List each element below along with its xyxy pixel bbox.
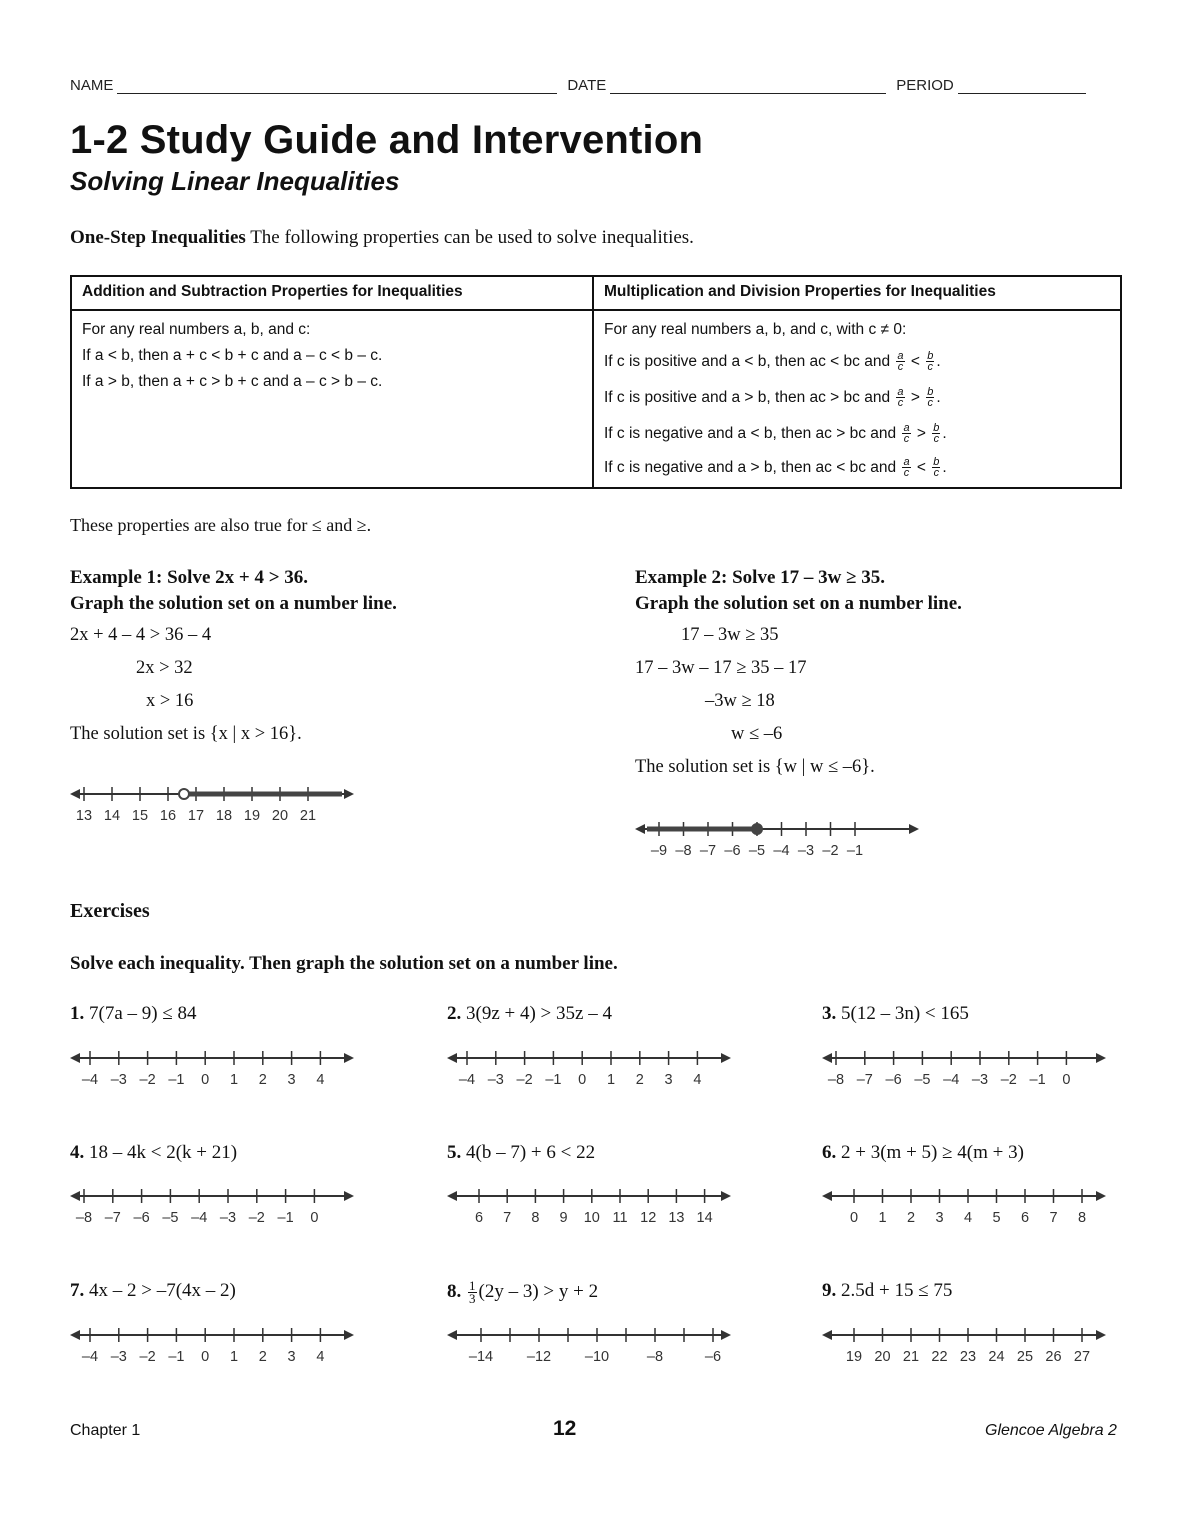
number-line-tick-label: 20	[271, 808, 289, 824]
open-endpoint	[179, 789, 189, 799]
number-line-tick-label: –5	[162, 1210, 179, 1226]
number-line-tick-label: –4	[81, 1072, 99, 1088]
period-field[interactable]	[958, 79, 1086, 94]
name-date-period-row	[70, 70, 1128, 94]
number-line-tick-label: 1	[229, 1072, 239, 1088]
number-line-tick-label: 16	[159, 808, 177, 824]
number-line-tick-label: –1	[1029, 1072, 1046, 1088]
right-arrow-icon	[721, 1053, 731, 1063]
number-line-tick-label: –6	[704, 1349, 722, 1365]
number-line-tick-label: –10	[584, 1349, 610, 1365]
problem-1: 1. 7(7a – 9) ≤ 84	[70, 1003, 197, 1024]
problem-6: 6. 2 + 3(m + 5) ≥ 4(m + 3)	[822, 1142, 1024, 1163]
left-arrow-icon	[447, 1330, 457, 1340]
number-line-tick-label: 4	[963, 1210, 973, 1226]
number-line-tick-label: 0	[1062, 1072, 1071, 1088]
number-line-tick-label: –7	[699, 843, 717, 859]
number-line-tick-label: 1	[606, 1072, 616, 1088]
exercises-title: Exercises	[70, 900, 150, 922]
number-line-tick-label: –2	[822, 843, 839, 859]
number-line-tick-label: –4	[81, 1349, 99, 1365]
number-line-tick-label: 9	[559, 1210, 568, 1226]
number-line-tick-label: –4	[191, 1210, 208, 1226]
number-line-tick-label: 19	[243, 808, 261, 824]
multiplication-line: If c is negative and a < b, then ac > bc and $\frac{a}{c}$ > $\frac{b}{c}$ .	[604, 422, 947, 446]
number-line-tick-label: 0	[310, 1210, 319, 1226]
number-line-tick-label: 14	[696, 1210, 713, 1226]
left-arrow-icon	[822, 1330, 832, 1340]
number-line-tick-label: 5	[992, 1210, 1001, 1226]
example-2-step: 17 – 3w – 17 ≥ 35 – 17	[635, 658, 807, 678]
properties-table	[70, 275, 1122, 489]
also-true-note: These properties are also true for ≤ and ≥.	[70, 515, 372, 535]
date-field[interactable]	[610, 79, 886, 94]
footer-chapter: Chapter 1	[70, 1422, 141, 1439]
number-line-tick-label: 2	[258, 1072, 267, 1088]
problem-7-number-line[interactable]	[70, 1316, 360, 1371]
right-arrow-icon	[344, 789, 354, 799]
number-line-tick-label: 4	[316, 1072, 325, 1088]
example-1-heading: Example 1: Solve 2x + 4 > 36.	[70, 567, 309, 588]
number-line-tick-label: –9	[650, 843, 668, 859]
example-1	[70, 565, 570, 745]
number-line-tick-label: 8	[531, 1210, 540, 1226]
number-line-tick-label: –4	[773, 843, 790, 859]
right-arrow-icon	[344, 1053, 354, 1063]
number-line-tick-label: –2	[139, 1349, 156, 1365]
number-line-tick-label: 23	[959, 1349, 977, 1365]
right-arrow-icon	[721, 1191, 731, 1201]
example-2-step: –3w ≥ 18	[705, 691, 775, 711]
right-arrow-icon	[1096, 1053, 1106, 1063]
name-label: NAME	[70, 77, 114, 94]
number-line-tick-label: 3	[287, 1349, 296, 1365]
table-header-multiplication: Multiplication and Division Properties for Inequalities	[593, 276, 1121, 310]
footer-book-title: Glencoe Algebra 2	[985, 1422, 1117, 1439]
problem-3: 3. 5(12 – 3n) < 165	[822, 1003, 969, 1024]
multiplication-line: If c is positive and a > b, then ac > bc and $\frac{a}{c}$ > $\frac{b}{c}$ .	[604, 386, 941, 410]
right-arrow-icon	[344, 1330, 354, 1340]
number-line-tick-label: 26	[1045, 1349, 1062, 1365]
right-arrow-icon	[721, 1330, 731, 1340]
example-2-heading: Example 2: Solve 17 – 3w ≥ 35.	[635, 567, 886, 588]
number-line-tick-label: –8	[646, 1349, 664, 1365]
left-arrow-icon	[447, 1053, 457, 1063]
number-line-tick-label: 2	[635, 1072, 644, 1088]
number-line-tick-label: –6	[133, 1210, 150, 1226]
left-arrow-icon	[635, 824, 645, 834]
page-subtitle: Solving Linear Inequalities	[70, 166, 400, 196]
problem-5: 5. 4(b – 7) + 6 < 22	[447, 1142, 596, 1163]
number-line-tick-label: 0	[201, 1349, 210, 1365]
number-line-tick-label: 3	[664, 1072, 673, 1088]
number-line-tick-label: –4	[943, 1072, 960, 1088]
number-line-tick-label: –7	[856, 1072, 873, 1088]
problem-9-number-line[interactable]	[822, 1316, 1112, 1371]
number-line-tick-label: 2	[258, 1349, 267, 1365]
intro-bold: One-Step Inequalities	[70, 227, 246, 248]
number-line-tick-label: 4	[316, 1349, 325, 1365]
number-line-tick-label: 13	[668, 1210, 685, 1226]
number-line-tick-label: 20	[874, 1349, 891, 1365]
number-line-tick-label: 4	[693, 1072, 702, 1088]
number-line-tick-label: 11	[612, 1210, 628, 1226]
number-line-tick-label: –8	[75, 1210, 93, 1226]
example-2-number-line	[635, 810, 925, 865]
number-line-tick-label: 19	[845, 1349, 863, 1365]
number-line-tick-label: –2	[248, 1210, 265, 1226]
number-line-tick-label: –2	[139, 1072, 156, 1088]
number-line-tick-label: –5	[914, 1072, 931, 1088]
example-2-step: 17 – 3w ≥ 35	[681, 625, 779, 645]
left-arrow-icon	[70, 789, 80, 799]
problem-3-number-line[interactable]	[822, 1039, 1112, 1094]
number-line-tick-label: –8	[675, 843, 692, 859]
multiplication-properties-cell	[593, 310, 1121, 488]
multiplication-line: If c is positive and a < b, then ac < bc and $\frac{a}{c}$ < $\frac{b}{c}$ .	[604, 350, 941, 374]
number-line-tick-label: –1	[277, 1210, 294, 1226]
number-line-tick-label: –12	[526, 1349, 552, 1365]
number-line-tick-label: 6	[1020, 1210, 1030, 1226]
page-title: 1-2 Study Guide and Intervention	[70, 118, 704, 162]
number-line-tick-label: –6	[885, 1072, 902, 1088]
number-line-tick-label: 8	[1077, 1210, 1087, 1226]
number-line-tick-label: –3	[797, 843, 815, 859]
addition-line: If a > b, then a + c > b + c and a – c > b – c.	[82, 373, 383, 390]
number-line-tick-label: –3	[219, 1210, 237, 1226]
left-arrow-icon	[70, 1191, 80, 1201]
number-line-tick-label: 0	[578, 1072, 587, 1088]
number-line-tick-label: 3	[935, 1210, 944, 1226]
right-arrow-icon	[909, 824, 919, 834]
number-line-tick-label: –6	[724, 843, 741, 859]
number-line-tick-label: 15	[131, 808, 149, 824]
number-line-tick-label: –3	[971, 1072, 989, 1088]
number-line-tick-label: –4	[458, 1072, 476, 1088]
number-line-tick-label: –5	[748, 843, 766, 859]
addition-line: For any real numbers a, b, and c:	[82, 321, 311, 338]
right-arrow-icon	[344, 1191, 354, 1201]
number-line-tick-label: –3	[110, 1072, 127, 1088]
number-line-tick-label: 6	[474, 1210, 484, 1226]
number-line-tick-label: –14	[468, 1349, 494, 1365]
problem-8-number-line[interactable]	[447, 1316, 737, 1371]
number-line-tick-label: –1	[168, 1072, 185, 1088]
problem-4: 4. 18 – 4k < 2(k + 21)	[70, 1142, 238, 1163]
number-line-tick-label: 1	[878, 1210, 887, 1226]
example-1-step: 2x > 32	[136, 658, 193, 678]
problem-7: 7. 4x – 2 > –7(4x – 2)	[70, 1280, 236, 1301]
number-line-tick-label: –1	[545, 1072, 562, 1088]
number-line-tick-label: 7	[1049, 1210, 1058, 1226]
example-1-step: 2x + 4 – 4 > 36 – 4	[70, 625, 212, 645]
table-header-addition: Addition and Subtraction Properties for Inequalities	[71, 276, 593, 310]
number-line-tick-label: 18	[215, 808, 233, 824]
number-line-tick-label: –2	[516, 1072, 533, 1088]
addition-line: If a < b, then a + c < b + c and a – c < b – c.	[82, 347, 383, 364]
problem-1-number-line[interactable]	[70, 1039, 360, 1094]
left-arrow-icon	[822, 1191, 832, 1201]
problem-2: 2. 3(9z + 4) > 35z – 4	[447, 1003, 612, 1024]
number-line-tick-label: 1	[229, 1349, 239, 1365]
example-1-number-line	[70, 775, 360, 830]
number-line-tick-label: 12	[640, 1210, 657, 1226]
problem-2-number-line[interactable]	[447, 1039, 737, 1094]
number-line-tick-label: 21	[902, 1349, 920, 1365]
period-label: PERIOD	[896, 77, 954, 94]
date-label: DATE	[567, 77, 607, 94]
number-line-tick-label: 10	[583, 1210, 600, 1226]
number-line-tick-label: 13	[75, 808, 93, 824]
number-line-tick-label: 22	[931, 1349, 948, 1365]
problem-8: 8. $\frac{1}{3}$ (2y – 3) > y + 2	[447, 1278, 599, 1306]
left-arrow-icon	[447, 1191, 457, 1201]
problem-9: 9. 2.5d + 15 ≤ 75	[822, 1280, 953, 1301]
right-arrow-icon	[1096, 1191, 1106, 1201]
number-line-tick-label: –3	[487, 1072, 504, 1088]
number-line-tick-label: 17	[187, 808, 205, 824]
example-1-subheading: Graph the solution set on a number line.	[70, 593, 397, 614]
problem-6-number-line[interactable]	[822, 1177, 1112, 1232]
number-line-tick-label: –1	[168, 1349, 185, 1365]
example-2-step: w ≤ –6	[731, 724, 783, 744]
problem-5-number-line[interactable]	[447, 1177, 737, 1232]
example-2	[635, 565, 1135, 778]
example-1-solution: The solution set is {x | x > 16}.	[70, 724, 302, 744]
number-line-tick-label: 14	[103, 808, 121, 824]
number-line-tick-label: –8	[827, 1072, 845, 1088]
addition-properties-cell	[71, 310, 593, 488]
example-2-solution: The solution set is {w | w ≤ –6}.	[635, 757, 875, 777]
exercises-instructions: Solve each inequality. Then graph the solution set on a number line.	[70, 953, 618, 974]
number-line-tick-label: 0	[849, 1210, 859, 1226]
number-line-tick-label: 24	[988, 1349, 1005, 1365]
number-line-tick-label: –2	[1000, 1072, 1017, 1088]
footer-page-number: 12	[553, 1417, 577, 1440]
left-arrow-icon	[822, 1053, 832, 1063]
multiplication-line: If c is negative and a > b, then ac < bc and $\frac{a}{c}$ < $\frac{b}{c}$ .	[604, 456, 947, 480]
name-field[interactable]	[117, 79, 557, 94]
right-arrow-icon	[1096, 1330, 1106, 1340]
number-line-tick-label: 7	[503, 1210, 512, 1226]
number-line-tick-label: 3	[287, 1072, 296, 1088]
closed-endpoint	[752, 824, 762, 834]
number-line-tick-label: 25	[1016, 1349, 1034, 1365]
left-arrow-icon	[70, 1330, 80, 1340]
number-line-tick-label: –1	[846, 843, 864, 859]
number-line-tick-label: 2	[906, 1210, 916, 1226]
example-1-step: x > 16	[146, 691, 194, 711]
number-line-tick-label: –3	[110, 1349, 127, 1365]
number-line-tick-label: 0	[201, 1072, 210, 1088]
multiplication-intro: For any real numbers a, b, and c, with c ≠ 0:	[604, 321, 907, 338]
example-2-subheading: Graph the solution set on a number line.	[635, 593, 962, 614]
intro-paragraph	[70, 227, 694, 249]
number-line-tick-label: –7	[104, 1210, 121, 1226]
number-line-tick-label: 21	[299, 808, 317, 824]
problem-4-number-line[interactable]	[70, 1177, 360, 1232]
number-line-tick-label: 27	[1073, 1349, 1091, 1365]
intro-text: The following properties can be used to solve inequalities.	[245, 227, 694, 248]
left-arrow-icon	[70, 1053, 80, 1063]
